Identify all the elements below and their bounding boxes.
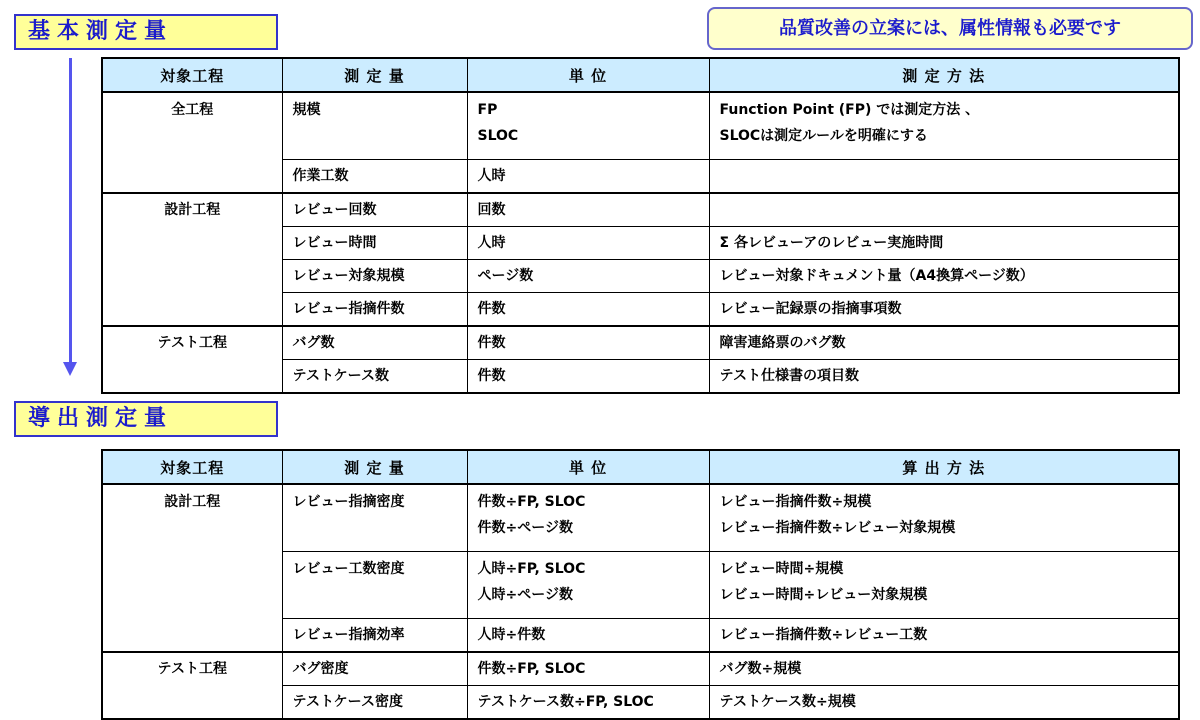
cell-target — [102, 260, 282, 293]
table-row — [102, 92, 1179, 160]
cell-measure: レビュー回数 — [282, 193, 467, 227]
unit-line: ページ数 — [477, 268, 534, 284]
cell-measure: 規模 — [282, 92, 467, 160]
cell-unit — [467, 160, 709, 194]
cell-target — [102, 619, 282, 653]
derived-measures-label: 導出測定量 — [14, 401, 278, 437]
cell-unit — [467, 193, 709, 227]
cell-measure: レビュー指摘件数 — [282, 293, 467, 327]
cell-measure: バグ数 — [282, 326, 467, 360]
flow-arrow-line — [69, 58, 72, 364]
cell-unit — [467, 293, 709, 327]
cell-unit — [467, 360, 709, 394]
cell-measure: レビュー対象規模 — [282, 260, 467, 293]
cell-unit — [467, 552, 709, 619]
basic-measures-table — [101, 57, 1180, 394]
cell-target: テスト工程 — [102, 652, 282, 686]
cell-measure: レビュー工数密度 — [282, 552, 467, 619]
method-line: レビュー指摘件数÷規模 — [719, 494, 872, 510]
unit-line: 件数÷FP, SLOC — [477, 661, 586, 677]
table-row — [102, 293, 1179, 327]
unit-line: 人時÷FP, SLOC — [477, 561, 586, 577]
unit-line: 人時 — [477, 168, 506, 184]
header-unit: 単 位 — [467, 58, 709, 92]
cell-method — [709, 92, 1179, 160]
unit-line: 人時÷ページ数 — [477, 587, 573, 603]
header-target: 対象工程 — [102, 450, 282, 484]
method-line: テストケース数÷規模 — [719, 694, 856, 710]
cell-method — [709, 326, 1179, 360]
cell-measure: 作業工数 — [282, 160, 467, 194]
cell-method — [709, 227, 1179, 260]
table-row — [102, 193, 1179, 227]
cell-method — [709, 552, 1179, 619]
cell-method — [709, 686, 1179, 720]
header-unit: 単 位 — [467, 450, 709, 484]
method-line: レビュー指摘件数÷レビュー対象規模 — [719, 520, 956, 536]
table-row — [102, 552, 1179, 619]
cell-method — [709, 360, 1179, 394]
unit-line: FP — [477, 102, 498, 118]
cell-target — [102, 552, 282, 619]
table-row — [102, 619, 1179, 653]
cell-measure: レビュー指摘効率 — [282, 619, 467, 653]
flow-arrow-head-icon — [63, 362, 77, 376]
cell-unit — [467, 92, 709, 160]
unit-line: 件数 — [477, 368, 506, 384]
cell-unit — [467, 326, 709, 360]
cell-target: テスト工程 — [102, 326, 282, 360]
cell-measure: テストケース密度 — [282, 686, 467, 720]
table-row — [102, 227, 1179, 260]
method-line: レビュー対象ドキュメント量（A4換算ページ数） — [719, 268, 1034, 284]
method-line: Σ 各レビューアのレビュー実施時間 — [719, 235, 944, 251]
cell-method — [709, 652, 1179, 686]
cell-target: 全工程 — [102, 92, 282, 160]
cell-target — [102, 160, 282, 194]
unit-line: 件数 — [477, 301, 506, 317]
table-row — [102, 160, 1179, 194]
header-measure: 測 定 量 — [282, 450, 467, 484]
cell-method — [709, 484, 1179, 552]
cell-unit — [467, 260, 709, 293]
header-target: 対象工程 — [102, 58, 282, 92]
table-header-row — [102, 450, 1179, 484]
table-row — [102, 260, 1179, 293]
table-row — [102, 360, 1179, 394]
cell-measure: バグ密度 — [282, 652, 467, 686]
method-line: レビュー時間÷レビュー対象規模 — [719, 587, 928, 603]
cell-target — [102, 227, 282, 260]
unit-line: 人時 — [477, 235, 506, 251]
cell-target: 設計工程 — [102, 193, 282, 227]
method-line: レビュー記録票の指摘事項数 — [719, 301, 902, 317]
cell-unit — [467, 227, 709, 260]
method-line: Function Point (FP) では測定方法 、 — [719, 102, 980, 118]
method-line: レビュー指摘件数÷レビュー工数 — [719, 627, 928, 643]
table-header-row — [102, 58, 1179, 92]
table-row — [102, 652, 1179, 686]
table-row — [102, 326, 1179, 360]
method-line: SLOCは測定ルールを明確にする — [719, 128, 928, 144]
basic-measures-label: 基本測定量 — [14, 14, 278, 50]
unit-line: 件数 — [477, 335, 506, 351]
unit-line: 件数÷FP, SLOC — [477, 494, 586, 510]
table-row — [102, 686, 1179, 720]
cell-target: 設計工程 — [102, 484, 282, 552]
unit-line: SLOC — [477, 128, 519, 144]
method-line: 障害連絡票のバグ数 — [719, 335, 846, 351]
method-line: レビュー時間÷規模 — [719, 561, 844, 577]
cell-measure: レビュー指摘密度 — [282, 484, 467, 552]
cell-unit — [467, 484, 709, 552]
header-measure: 測 定 量 — [282, 58, 467, 92]
unit-line: 回数 — [477, 202, 506, 218]
cell-target — [102, 686, 282, 720]
derived-measures-table — [101, 449, 1180, 720]
cell-method — [709, 619, 1179, 653]
cell-measure: レビュー時間 — [282, 227, 467, 260]
method-line: テスト仕様書の項目数 — [719, 368, 859, 384]
unit-line: テストケース数÷FP, SLOC — [477, 694, 654, 710]
header-method: 算 出 方 法 — [709, 450, 1179, 484]
cell-method — [709, 260, 1179, 293]
cell-method — [709, 193, 1179, 227]
unit-line: 件数÷ページ数 — [477, 520, 573, 536]
method-line: バグ数÷規模 — [719, 661, 802, 677]
cell-target — [102, 293, 282, 327]
cell-unit — [467, 652, 709, 686]
cell-measure: テストケース数 — [282, 360, 467, 394]
table-row — [102, 484, 1179, 552]
cell-method — [709, 160, 1179, 194]
cell-target — [102, 360, 282, 394]
cell-method — [709, 293, 1179, 327]
callout-note: 品質改善の立案には、属性情報も必要です — [707, 7, 1193, 50]
unit-line: 人時÷件数 — [477, 627, 546, 643]
header-method: 測 定 方 法 — [709, 58, 1179, 92]
cell-unit — [467, 686, 709, 720]
cell-unit — [467, 619, 709, 653]
